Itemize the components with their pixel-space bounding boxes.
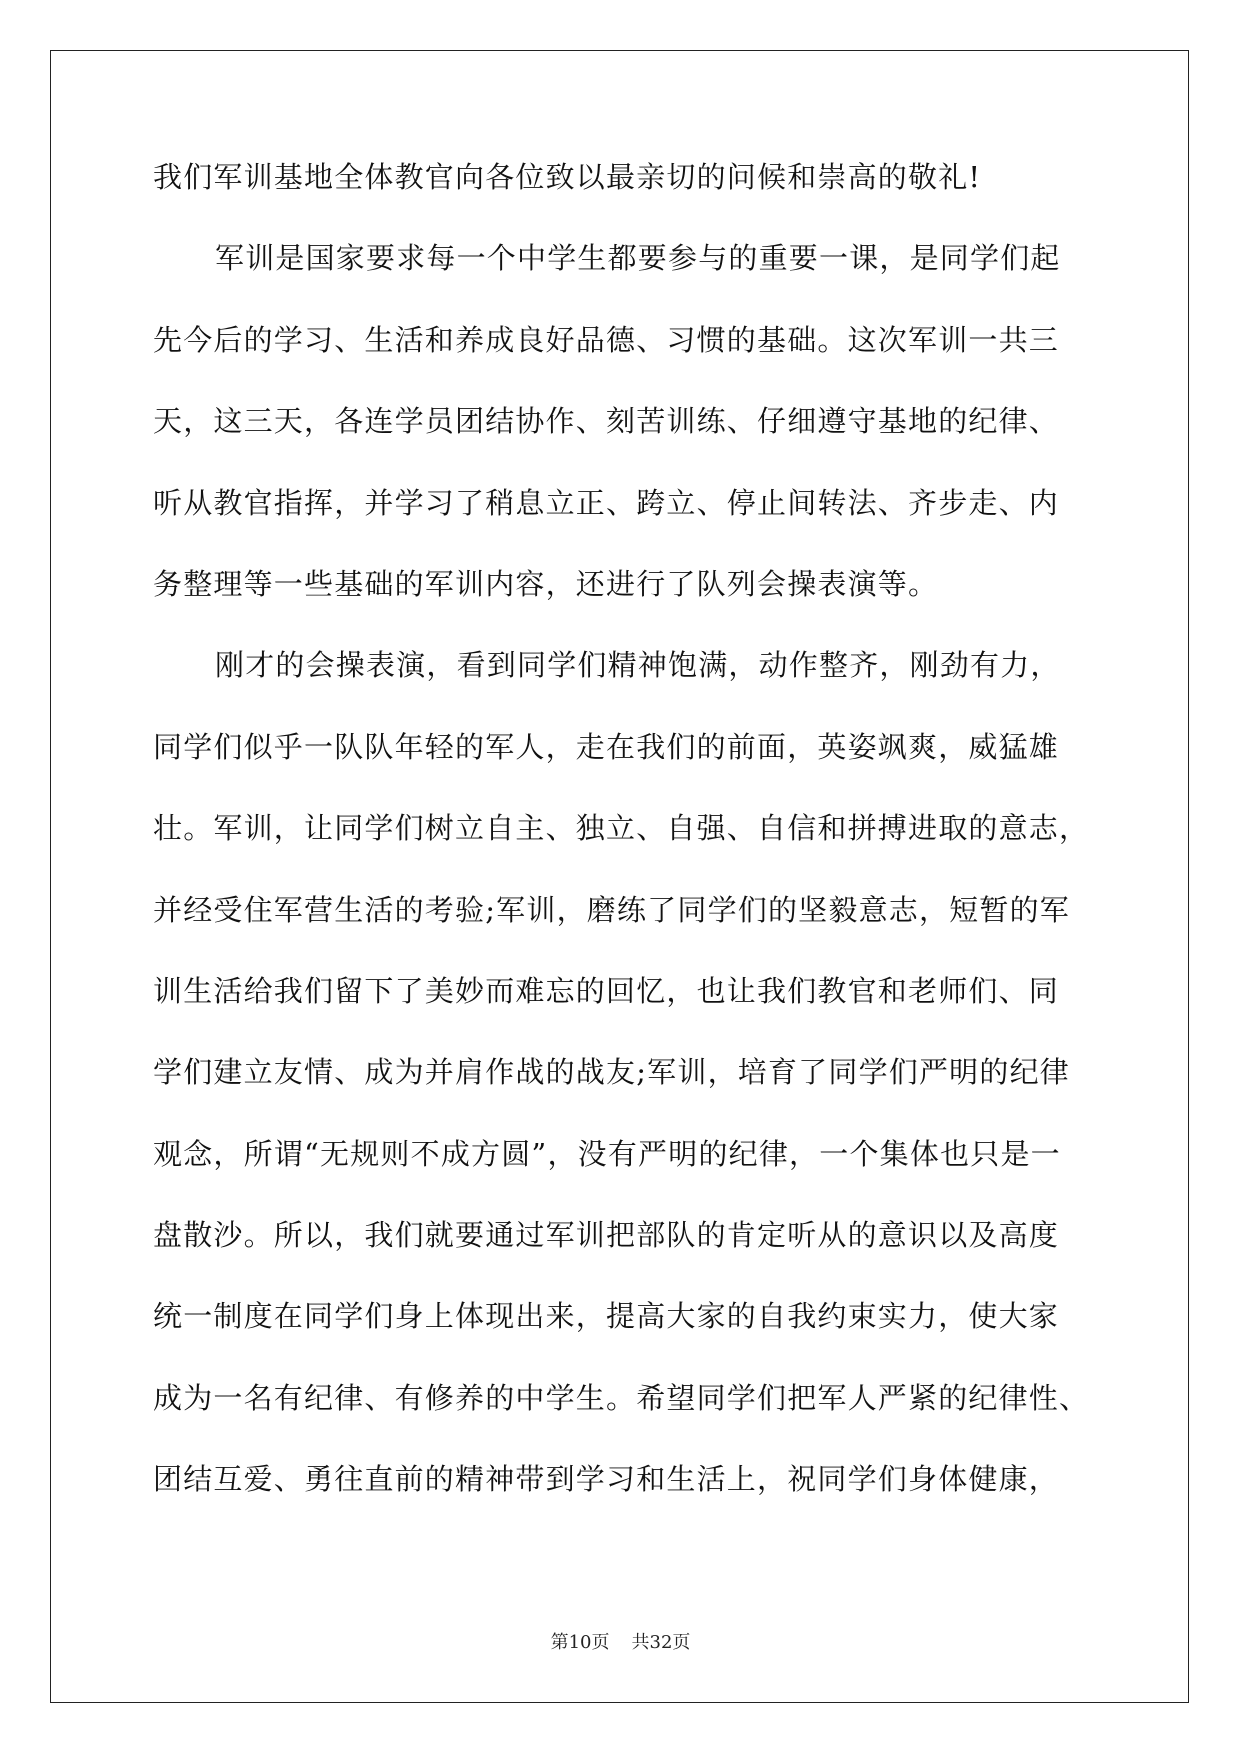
- text-line: 天，这三天，各连学员团结协作、刻苦训练、仔细遵守基地的纪律、: [153, 404, 1060, 439]
- text-line: 军训是国家要求每一个中学生都要参与的重要一课，是同学们起: [215, 241, 1061, 276]
- page-number: 第10页: [550, 1632, 610, 1653]
- text-line: 统一制度在同学们身上体现出来，提高大家的自我约束实力，使大家: [153, 1299, 1060, 1334]
- text-line: 听从教官指挥，并学习了稍息立正、跨立、停止间转法、齐步走、内: [153, 485, 1060, 520]
- text-line: 学们建立友情、成为并肩作战的战友;军训，培育了同学们严明的纪律: [153, 1055, 1070, 1090]
- text-line: 我们军训基地全体教官向各位致以最亲切的问候和崇高的敬礼!: [153, 160, 982, 194]
- text-line: 壮。军训，让同学们树立自主、独立、自强、自信和拼搏进取的意志，: [153, 811, 1090, 846]
- text-line: 训生活给我们留下了美妙而难忘的回忆，也让我们教官和老师们、同: [153, 973, 1060, 1008]
- page-footer: [0, 1628, 1241, 1654]
- page-total: 共32页: [631, 1632, 691, 1653]
- text-line: 团结互爱、勇往直前的精神带到学习和生活上，祝同学们身体健康，: [153, 1462, 1060, 1497]
- document-body: [153, 159, 1093, 1543]
- text-line: 成为一名有纪律、有修养的中学生。希望同学们把军人严紧的纪律性、: [153, 1380, 1090, 1415]
- text-line: 先今后的学习、生活和养成良好品德、习惯的基础。这次军训一共三: [153, 322, 1060, 357]
- text-line: 同学们似乎一队队年轻的军人，走在我们的前面，英姿飒爽，威猛雄: [153, 729, 1060, 764]
- text-line: 观念，所谓“无规则不成方圆”，没有严明的纪律，一个集体也只是一: [153, 1136, 1061, 1171]
- text-line: 盘散沙。所以，我们就要通过军训把部队的肯定听从的意识以及高度: [153, 1218, 1060, 1253]
- text-line: 并经受住军营生活的考验;军训，磨练了同学们的坚毅意志，短暂的军: [153, 892, 1070, 927]
- text-line: 务整理等一些基础的军训内容，还进行了队列会操表演等。: [153, 566, 939, 601]
- text-line: 刚才的会操表演，看到同学们精神饱满，动作整齐，刚劲有力，: [215, 648, 1061, 683]
